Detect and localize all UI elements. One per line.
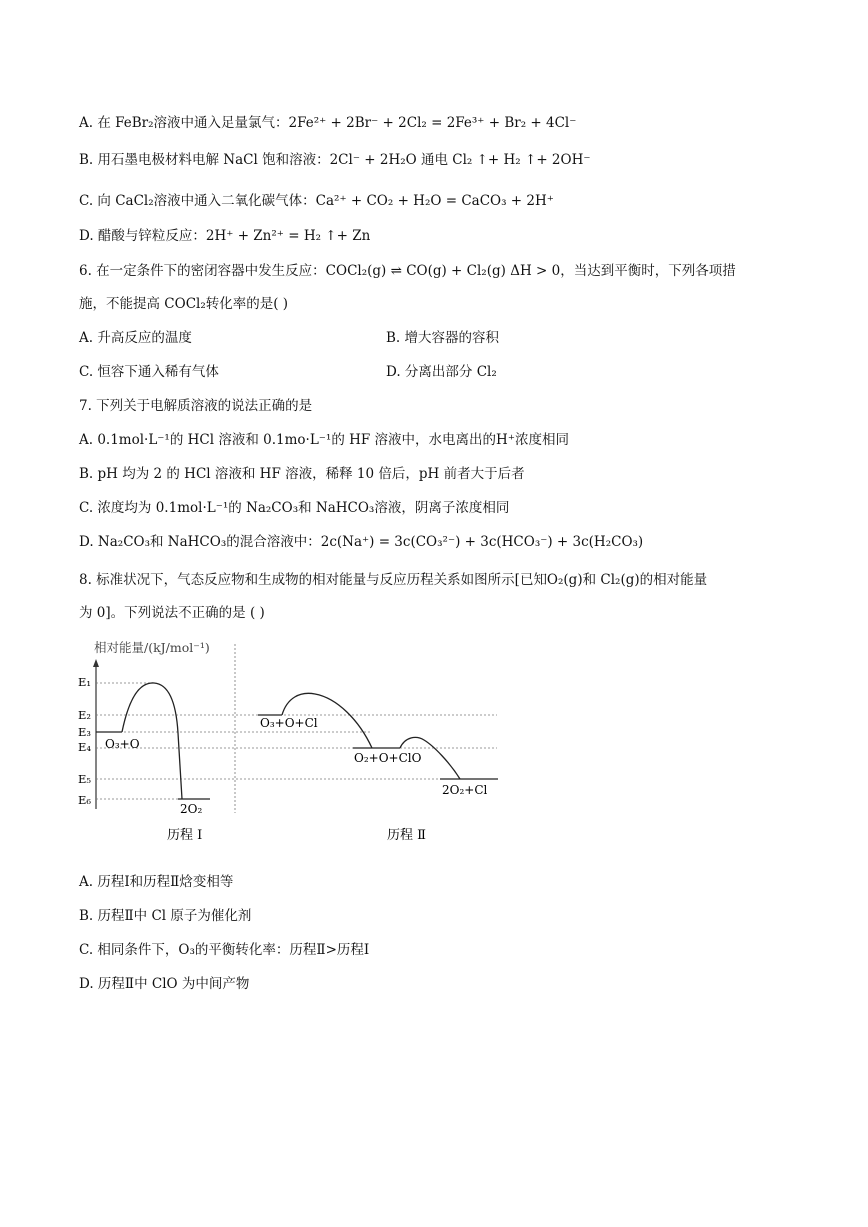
q5-option-d: D. 醋酸与锌粒反应：2H⁺ + Zn²⁺ = H₂ ↑+ Zn [79, 228, 371, 244]
q6-option-d: D. 分离出部分 Cl₂ [386, 364, 497, 380]
q8-option-d: D. 历程Ⅱ中 ClO 为中间产物 [79, 976, 250, 992]
q7-option-a: A. 0.1mol·L⁻¹的 HCl 溶液和 0.1mo·L⁻¹的 HF 溶液中，水电离出的H⁺浓度相同 [79, 432, 569, 448]
q8-option-a: A. 历程Ⅰ和历程Ⅱ焓变相等 [79, 874, 234, 890]
y-axis-arrow-icon [93, 659, 99, 667]
q5-option-b: B. 用石墨电极材料电解 NaCl 饱和溶液：2Cl⁻ + 2H₂O 通电 Cl₂ ↑+ H₂ ↑+ 2OH⁻ [79, 152, 591, 168]
level-e5: E₅ [78, 772, 92, 786]
q5-option-a: A. 在 FeBr₂溶液中通入足量氯气：2Fe²⁺ + 2Br⁻ + 2Cl₂ = 2Fe³⁺ + Br₂ + 4Cl⁻ [79, 115, 577, 131]
q8-stem-line1: 8. 标准状况下，气态反应物和生成物的相对能量与反应历程关系如图所示[已知O₂(g)和 Cl₂(g)的相对能量 [79, 572, 708, 588]
q8-option-b: B. 历程Ⅱ中 Cl 原子为催化剂 [79, 908, 252, 924]
q8-option-c: C. 相同条件下，O₃的平衡转化率：历程Ⅱ>历程Ⅰ [79, 942, 370, 958]
x-label-pathway-2: 历程 Ⅱ [387, 828, 426, 843]
q7-option-c: C. 浓度均为 0.1mol·L⁻¹的 Na₂CO₃和 NaHCO₃溶液，阴离子浓度相同 [79, 500, 510, 516]
species-2o2-cl: 2O₂+Cl [442, 783, 488, 797]
q6-option-a: A. 升高反应的温度 [79, 330, 192, 346]
q5-option-c: C. 向 CaCl₂溶液中通入二氧化碳气体：Ca²⁺ + CO₂ + H₂O = CaCO₃ + 2H⁺ [79, 193, 554, 209]
q8-stem-line2: 为 0]。下列说法不正确的是 ( ) [79, 605, 265, 621]
q6-option-c: C. 恒容下通入稀有气体 [79, 364, 219, 380]
species-2o2: 2O₂ [180, 802, 203, 816]
level-e6: E₆ [78, 793, 92, 807]
q7-stem: 7. 下列关于电解质溶液的说法正确的是 [79, 398, 313, 414]
species-o2-o-clo: O₂+O+ClO [354, 751, 422, 765]
q6-stem-line1: 6. 在一定条件下的密闭容器中发生反应：COCl₂(g) ⇌ CO(g) + Cl₂(g) ΔH > 0，当达到平衡时，下列各项措 [79, 263, 736, 279]
q6-option-b: B. 增大容器的容积 [386, 330, 500, 346]
level-e2: E₂ [78, 708, 92, 722]
energy-diagram [72, 638, 512, 850]
species-o3-o-cl: O₃+O+Cl [260, 716, 318, 730]
q7-option-b: B. pH 均为 2 的 HCl 溶液和 HF 溶液，稀释 10 倍后，pH 前者大于后者 [79, 466, 525, 482]
level-e1: E₁ [78, 675, 92, 689]
x-label-pathway-1: 历程 Ⅰ [167, 828, 203, 843]
species-o3-o: O₃+O [105, 737, 140, 751]
level-e3: E₃ [78, 725, 92, 739]
q7-option-d: D. Na₂CO₃和 NaHCO₃的混合溶液中：2c(Na⁺) = 3c(CO₃²⁻) + 3c(HCO₃⁻) + 3c(H₂CO₃) [79, 534, 644, 550]
diagram-y-axis-label: 相对能量/(kJ/mol⁻¹) [94, 640, 210, 655]
level-e4: E₄ [78, 740, 92, 754]
q6-stem-line2: 施，不能提高 COCl₂转化率的是( ) [79, 296, 289, 312]
